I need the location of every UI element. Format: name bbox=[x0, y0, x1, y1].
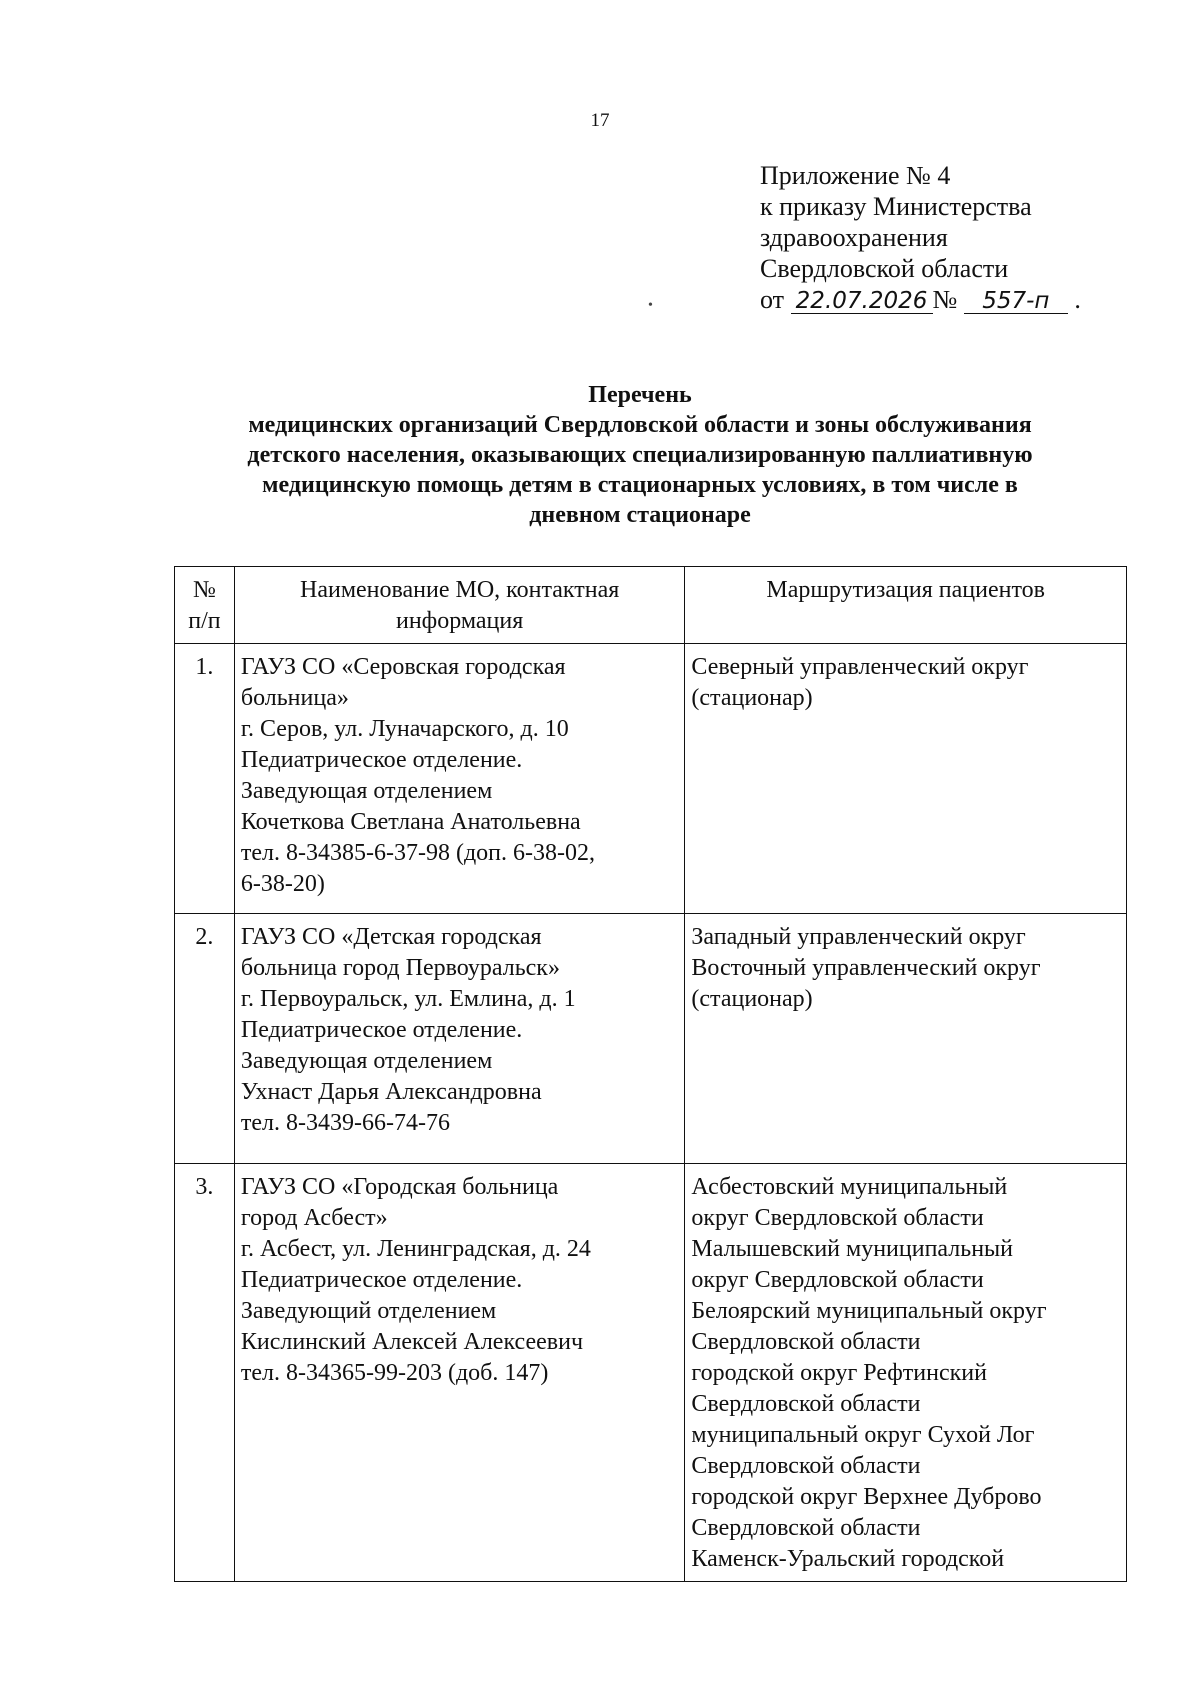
table-row bbox=[175, 1164, 1127, 1582]
route-cell bbox=[685, 644, 1127, 914]
header-org-line-2: информация bbox=[395, 608, 524, 634]
title-line-2: медицинских организаций Свердловской области и зоны обслуживания bbox=[248, 412, 1032, 438]
row-number: 2. bbox=[175, 914, 235, 1164]
route-cell bbox=[685, 1164, 1127, 1582]
org-line: тел. 8-34385-6-37-98 (доп. 6-38-02, bbox=[240, 840, 595, 866]
org-line: ГАУЗ СО «Детская городская bbox=[240, 924, 542, 950]
org-line: Ухнаст Дарья Александровна bbox=[240, 1079, 542, 1105]
route-line: Восточный управленческий округ bbox=[691, 955, 1041, 981]
row-number: 3. bbox=[175, 1164, 235, 1582]
header-num-line-2: п/п bbox=[188, 608, 221, 634]
appendix-line-3: здравоохранения bbox=[760, 223, 948, 252]
route-line: округ Свердловской области bbox=[691, 1267, 984, 1293]
org-cell bbox=[234, 914, 685, 1164]
appendix-line-4: Свердловской области bbox=[760, 254, 1009, 283]
title-line-5: дневном стационаре bbox=[529, 502, 751, 528]
from-label: от bbox=[760, 285, 785, 314]
route-line: Асбестовский муниципальный bbox=[691, 1174, 1008, 1200]
route-line: Свердловской области bbox=[691, 1515, 921, 1541]
route-line: Белоярский муниципальный округ bbox=[691, 1298, 1047, 1324]
handwritten-number: 557-п bbox=[964, 289, 1068, 314]
route-line: Каменск-Уральский городской bbox=[691, 1546, 1005, 1572]
route-line: округ Свердловской области bbox=[691, 1205, 984, 1231]
org-line: тел. 8-3439-66-74-76 bbox=[240, 1110, 450, 1136]
org-line: Заведующая отделением bbox=[240, 1048, 493, 1074]
table-header-row bbox=[175, 567, 1127, 644]
table-row bbox=[175, 914, 1127, 1164]
page-number: 17 bbox=[590, 110, 610, 131]
org-line: г. Первоуральск, ул. Емлина, д. 1 bbox=[240, 986, 576, 1012]
header-num bbox=[175, 567, 235, 644]
org-line: больница город Первоуральск» bbox=[240, 955, 560, 981]
org-line: г. Асбест, ул. Ленинградская, д. 24 bbox=[240, 1236, 591, 1262]
org-line: Педиатрическое отделение. bbox=[240, 747, 523, 773]
appendix-block bbox=[760, 160, 1081, 315]
route-line: Свердловской области bbox=[691, 1391, 921, 1417]
org-line: 6-38-20) bbox=[240, 871, 325, 897]
route-line: (стационар) bbox=[691, 986, 813, 1012]
document-title bbox=[160, 380, 1120, 530]
route-line: Западный управленческий округ bbox=[691, 924, 1026, 950]
title-line-1: Перечень bbox=[588, 382, 692, 408]
title-line-3: детского населения, оказывающих специализированную паллиативную bbox=[247, 442, 1033, 468]
organizations-table bbox=[174, 566, 1127, 1582]
org-line: г. Серов, ул. Луначарского, д. 10 bbox=[240, 716, 569, 742]
appendix-line-2: к приказу Министерства bbox=[760, 192, 1032, 221]
header-num-line-1: № bbox=[192, 577, 216, 603]
table-row bbox=[175, 644, 1127, 914]
route-line: Свердловской области bbox=[691, 1453, 921, 1479]
header-route bbox=[685, 567, 1127, 644]
org-line: Кислинский Алексей Алексеевич bbox=[240, 1329, 584, 1355]
handwritten-date: 22.07.2026 bbox=[791, 289, 933, 314]
route-line: городской округ Верхнее Дуброво bbox=[691, 1484, 1042, 1510]
org-line: Кочеткова Светлана Анатольевна bbox=[240, 809, 581, 835]
header-route-text: Маршрутизация пациентов bbox=[766, 577, 1045, 603]
org-line: Заведующий отделением bbox=[240, 1298, 497, 1324]
number-label: № bbox=[932, 285, 958, 314]
route-line: Свердловской области bbox=[691, 1329, 921, 1355]
scan-speck: • bbox=[648, 298, 653, 313]
org-line: город Асбест» bbox=[240, 1205, 388, 1231]
org-line: ГАУЗ СО «Городская больница bbox=[240, 1174, 559, 1200]
appendix-order-line: от 22.07.2026 № 557-п . bbox=[760, 285, 1081, 314]
title-line-4: медицинскую помощь детям в стационарных условиях, в том числе в bbox=[262, 472, 1018, 498]
route-cell bbox=[685, 914, 1127, 1164]
route-line: Малышевский муниципальный bbox=[691, 1236, 1014, 1262]
org-line: ГАУЗ СО «Серовская городская bbox=[240, 654, 566, 680]
org-line: Педиатрическое отделение. bbox=[240, 1017, 523, 1043]
org-line: тел. 8-34365-99-203 (доб. 147) bbox=[240, 1360, 549, 1386]
header-org bbox=[234, 567, 685, 644]
route-line: (стационар) bbox=[691, 685, 813, 711]
org-line: больница» bbox=[240, 685, 349, 711]
row-number: 1. bbox=[175, 644, 235, 914]
org-line: Заведующая отделением bbox=[240, 778, 493, 804]
org-cell bbox=[234, 1164, 685, 1582]
route-line: муниципальный округ Сухой Лог bbox=[691, 1422, 1035, 1448]
org-line: Педиатрическое отделение. bbox=[240, 1267, 523, 1293]
appendix-line-1: Приложение № 4 bbox=[760, 161, 951, 190]
route-line: городской округ Рефтинский bbox=[691, 1360, 987, 1386]
org-cell bbox=[234, 644, 685, 914]
header-org-line-1: Наименование МО, контактная bbox=[299, 577, 620, 603]
route-line: Северный управленческий округ bbox=[691, 654, 1029, 680]
